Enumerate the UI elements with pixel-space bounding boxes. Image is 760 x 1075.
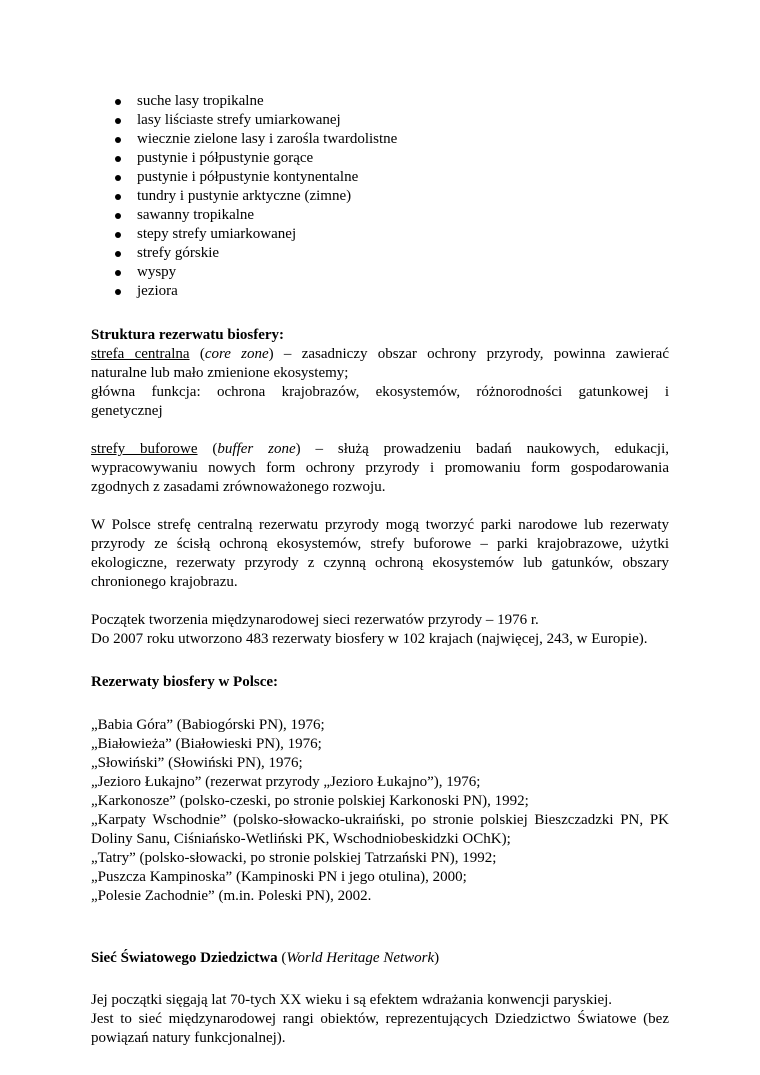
list-item: jeziora bbox=[91, 282, 669, 301]
core-function-line1: główna funkcja: ochrona krajobrazów, ekosystemów, różnorodności gatunkowej i bbox=[91, 384, 669, 400]
reserve-item: „Polesie Zachodnie” (m.in. Poleski PN), 2002. bbox=[91, 888, 372, 904]
buffer-zone-line2: wypracowywaniu nowych form ochrony przyrody i promowaniu form gospodarowania bbox=[91, 460, 669, 476]
bullet-icon bbox=[115, 175, 121, 181]
list-item: tundry i pustynie arktyczne (zimne) bbox=[91, 187, 669, 206]
reserve-item: „Słowiński” (Słowiński PN), 1976; bbox=[91, 755, 303, 771]
bullet-icon bbox=[115, 156, 121, 162]
list-item: pustynie i półpustynie gorące bbox=[91, 149, 669, 168]
bullet-icon bbox=[115, 194, 121, 200]
reserve-item: „Karkonosze” (polsko-czeski, po stronie polskiej Karkonoski PN), 1992; bbox=[91, 793, 529, 809]
whn-line3: powiązań natury funkcjonalnej). bbox=[91, 1030, 286, 1046]
poland-para-line1: W Polsce strefę centralną rezerwatu przyrody mogą tworzyć parki narodowe lub rezerwaty bbox=[91, 517, 669, 533]
list-item: strefy górskie bbox=[91, 244, 669, 263]
core-zone-line1: strefa centralna (core zone) – zasadniczy obszar ochrony przyrody, powinna zawierać bbox=[91, 346, 669, 362]
bullet-icon bbox=[115, 213, 121, 219]
reserve-item: „Tatry” (polsko-słowacki, po stronie polskiej Tatrzański PN), 1992; bbox=[91, 850, 497, 866]
list-item: stepy strefy umiarkowanej bbox=[91, 225, 669, 244]
poland-para-line3: ekologiczne, rezerwaty przyrody z czynną ochroną ekosystemów lub gatunków, obszary bbox=[91, 555, 669, 571]
history-line1: Początek tworzenia międzynarodowej sieci rezerwatów przyrody – 1976 r. bbox=[91, 612, 539, 628]
list-item: pustynie i półpustynie kontynentalne bbox=[91, 168, 669, 187]
bullet-icon bbox=[115, 270, 121, 276]
reserve-item: „Puszcza Kampinoska” (Kampinoski PN i jego otulina), 2000; bbox=[91, 869, 467, 885]
reserve-item: „Babia Góra” (Babiogórski PN), 1976; bbox=[91, 717, 325, 733]
bullet-icon bbox=[115, 118, 121, 124]
list-item: lasy liściaste strefy umiarkowanej bbox=[91, 111, 669, 130]
bullet-icon bbox=[115, 289, 121, 295]
whn-line2: Jest to sieć międzynarodowej rangi obiektów, reprezentujących Dziedzictwo Światowe (bez bbox=[91, 1011, 669, 1027]
structure-heading: Struktura rezerwatu biosfery: bbox=[91, 327, 285, 343]
whn-heading: Sieć Światowego Dziedzictwa (World Heritage Network) bbox=[91, 950, 440, 966]
page-content bbox=[91, 92, 669, 1048]
bullet-icon bbox=[115, 251, 121, 257]
reserve-item: „Jezioro Łukajno” (rezerwat przyrody „Jezioro Łukajno”), 1976; bbox=[91, 774, 481, 790]
list-item: wiecznie zielone lasy i zarośla twardolistne bbox=[91, 130, 669, 149]
reserves-heading: Rezerwaty biosfery w Polsce: bbox=[91, 674, 279, 690]
reserve-item: Doliny Sanu, Ciśniańsko-Wetliński PK, Wschodniobeskidzki OChK); bbox=[91, 831, 511, 847]
bullet-icon bbox=[115, 99, 121, 105]
reserve-item: „Białowieża” (Białowieski PN), 1976; bbox=[91, 736, 322, 752]
bullet-icon bbox=[115, 232, 121, 238]
core-function-line2: genetycznej bbox=[91, 403, 163, 419]
history-line2: Do 2007 roku utworzono 483 rezerwaty biosfery w 102 krajach (najwięcej, 243, w Europie). bbox=[91, 631, 648, 647]
list-item: sawanny tropikalne bbox=[91, 206, 669, 225]
buffer-zone-line3: zgodnych z zasadami zrównoważonego rozwoju. bbox=[91, 479, 386, 495]
poland-para-line4: chronionego krajobrazu. bbox=[91, 574, 238, 590]
core-zone-line2: naturalne lub mało zmienione ekosystemy; bbox=[91, 365, 349, 381]
whn-line1: Jej początki sięgają lat 70-tych XX wieku i są efektem wdrażania konwencji paryskiej. bbox=[91, 992, 613, 1008]
ecosystem-list bbox=[91, 92, 669, 301]
poland-para-line2: przyrody ze ścisłą ochroną ekosystemów, strefy buforowe – parki krajobrazowe, użytki bbox=[91, 536, 669, 552]
list-item: wyspy bbox=[91, 263, 669, 282]
bullet-icon bbox=[115, 137, 121, 143]
list-item: suche lasy tropikalne bbox=[91, 92, 669, 111]
buffer-zone-line1: strefy buforowe (buffer zone) – służą prowadzeniu badań naukowych, edukacji, bbox=[91, 441, 670, 457]
reserve-item: „Karpaty Wschodnie” (polsko-słowacko-ukraiński, po stronie polskiej Bieszczadzki PN, PK bbox=[91, 812, 669, 828]
